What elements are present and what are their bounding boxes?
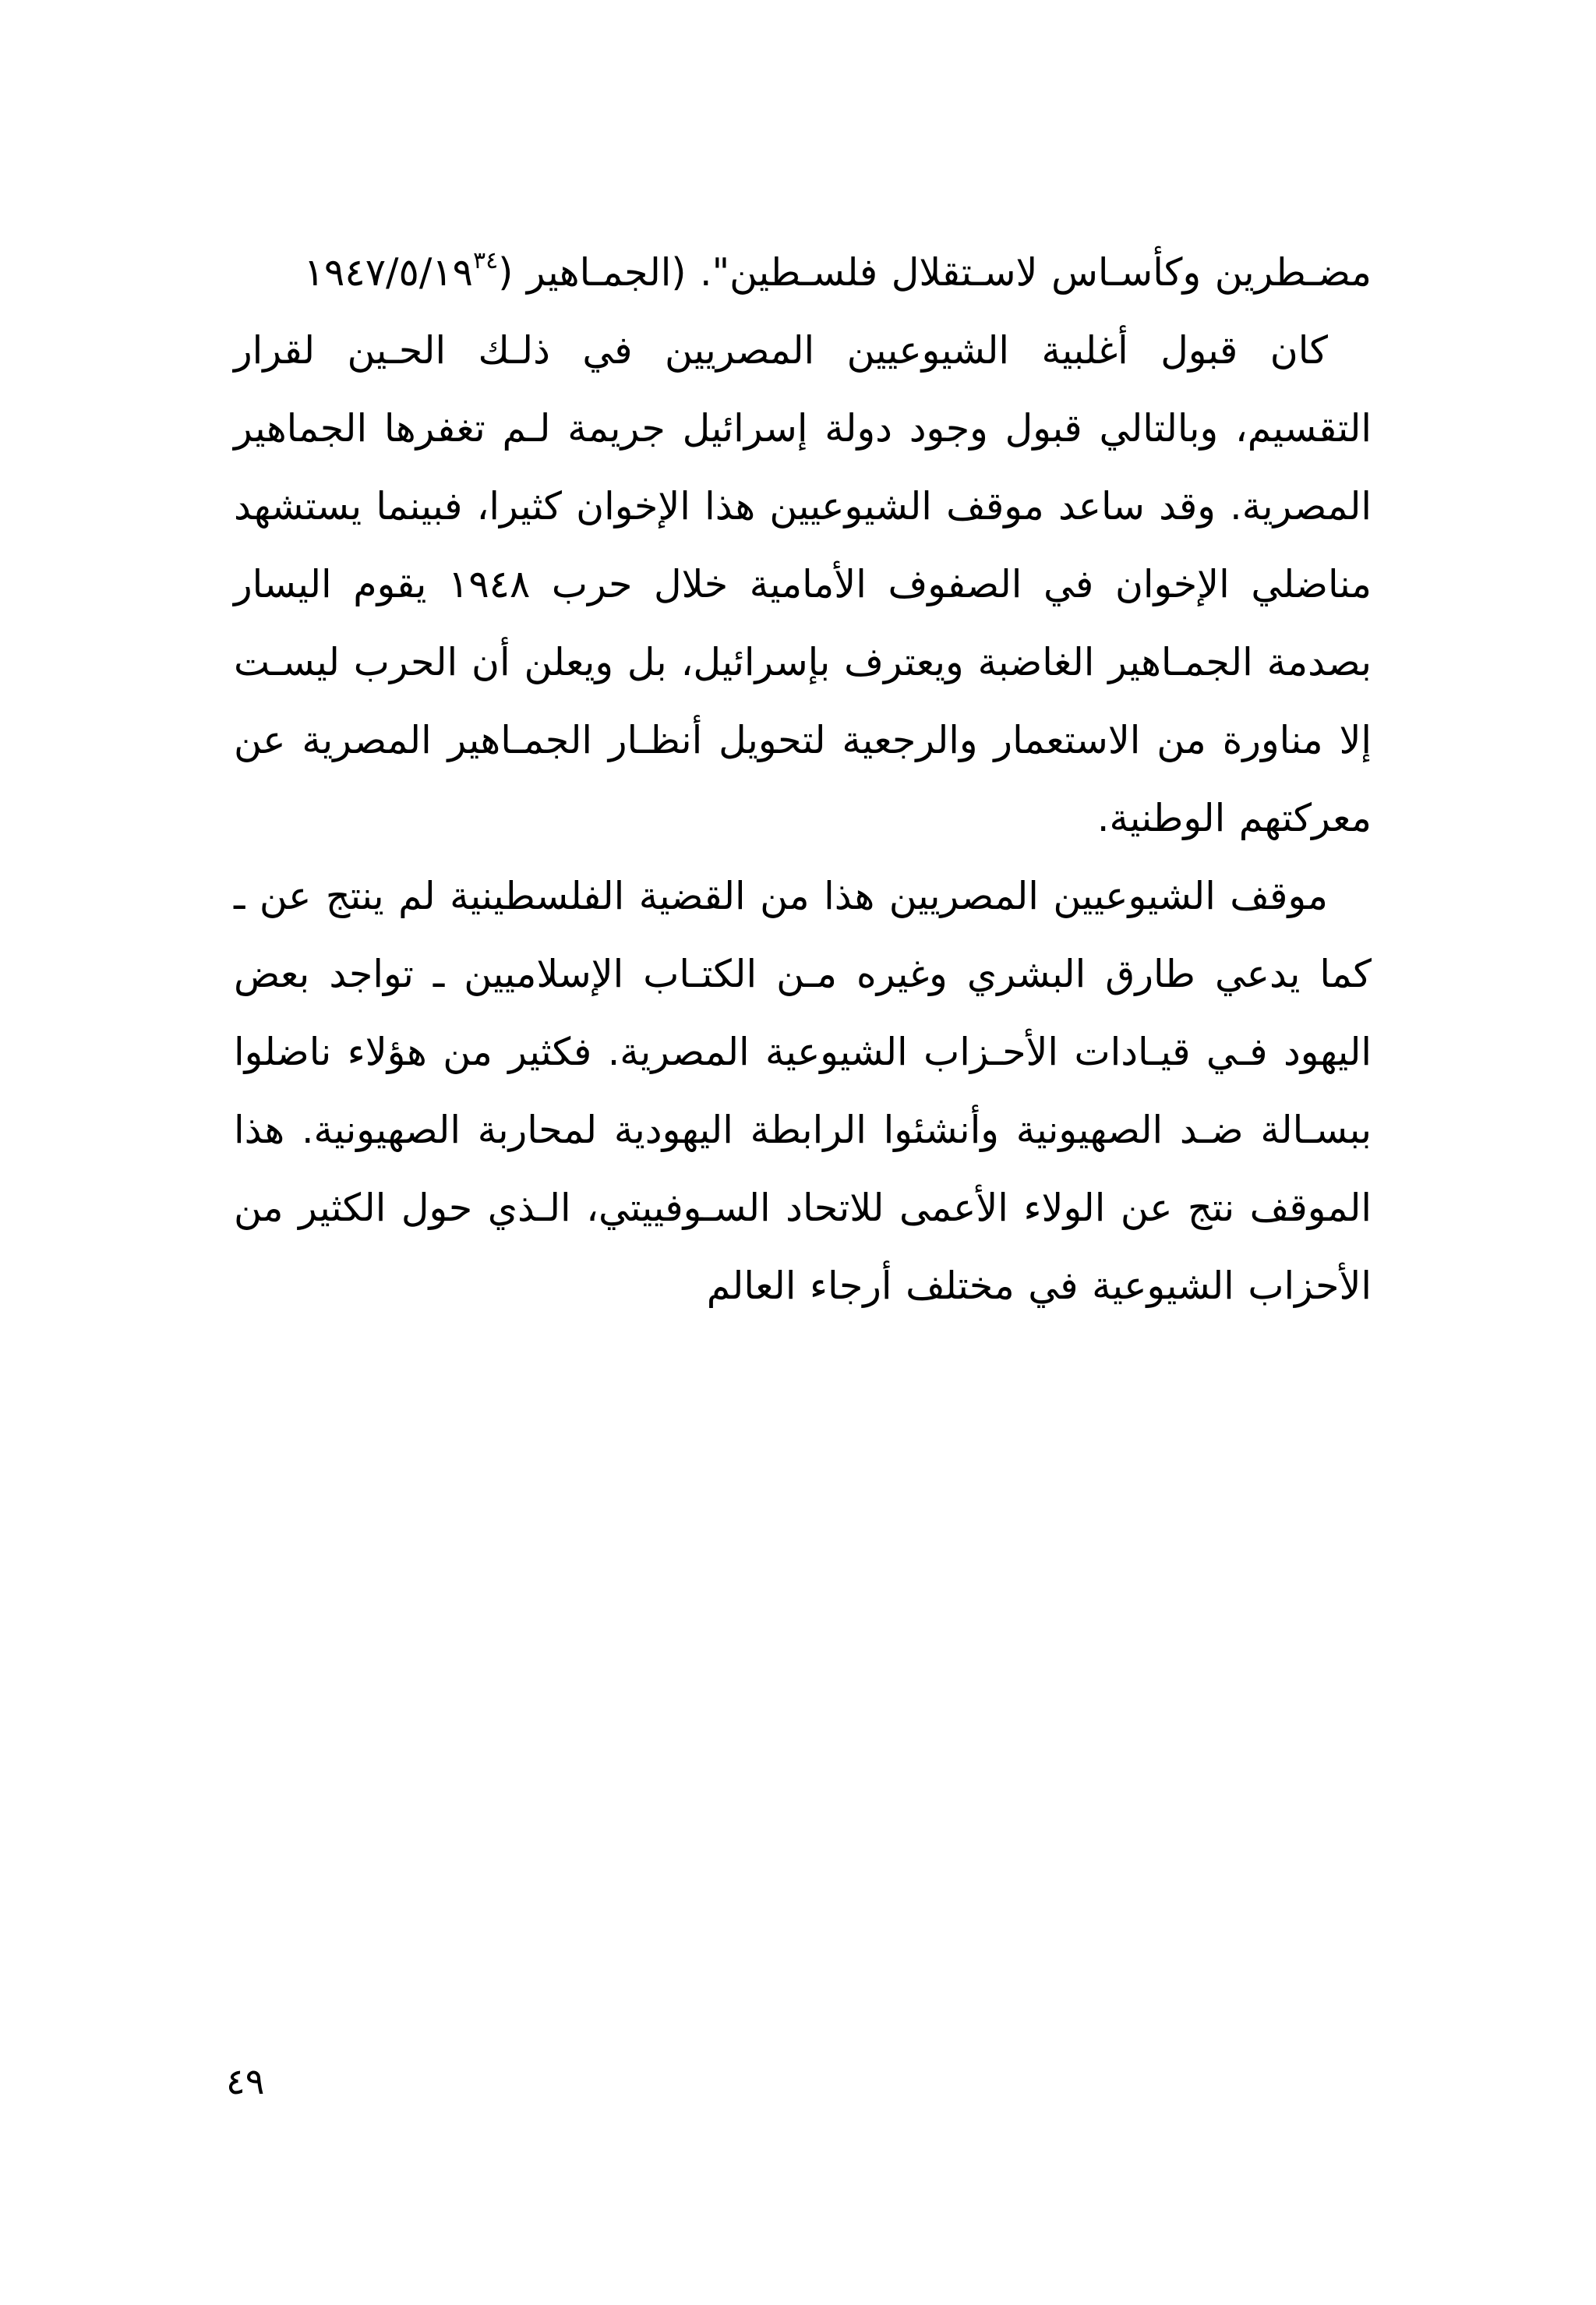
page-number: ٤٩ — [226, 2060, 265, 2102]
paragraph-text: مضـطرين وكأسـاس لاسـتقلال فلسـطين". (الجمـاهير (١٩٤٧/٥/١٩ — [303, 250, 1372, 295]
paragraph-soviet-loyalty: موقف الشيوعيين المصريين هذا من القضية الفلسطينية لم ينتج عن ـ كما يدعي طارق البشري وغيره مـن الكتـاب الإسلاميين ـ تواجد بعض اليهود فـي قيـادات الأحـزاب الشيوعية المصرية. فكثير من هؤلاء ناضلوا ببسـالة ضـد الصهيونية وأنشئوا الرابطة اليهودية لمحاربة الصهيونية. هذا الموقف نتج عن الولاء الأعمى للاتحاد السـوفييتي، الـذي حول الكثير من الأحزاب الشيوعية في مختلف أرجاء العالم — [234, 874, 1372, 1308]
paragraph-quote-ending — [234, 234, 1372, 312]
body-text — [234, 234, 1372, 1325]
paragraph-communist-position: كان قبول أغلبية الشيوعيين المصريين في ذلـك الحـين لقرار التقسيم، وبالتالي قبول وجود دولة إسرائيل جريمة لـم تغفرها الجماهير المصرية. وقد ساعد موقف الشيوعيين هذا الإخوان كثيرا، فبينما يستشهد مناضلي الإخوان في الصفوف الأمامية خلال حرب ١٩٤٨ يقوم اليسار بصدمة الجمـاهير الغاضبة ويعترف بإسرائيل، بل ويعلن أن الحرب ليسـت إلا مناورة من الاستعمار والرجعية لتحويل أنظـار الجمـاهير المصرية عن معركتهم الوطنية. — [234, 328, 1372, 840]
footnote-reference: ٣٤ — [472, 247, 499, 274]
